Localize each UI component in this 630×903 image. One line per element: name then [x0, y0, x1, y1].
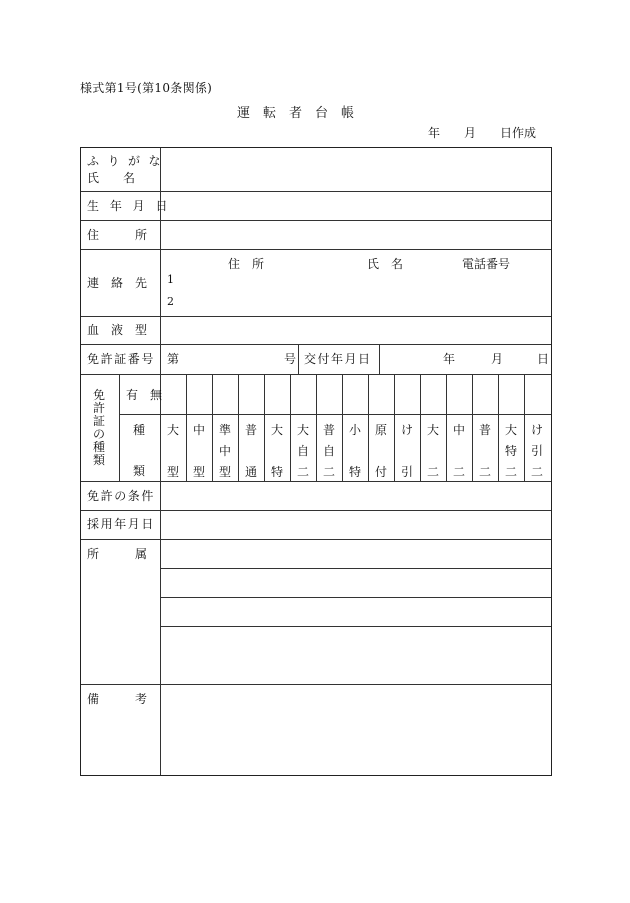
row-divider: [81, 539, 551, 540]
license-kind-char: [160, 444, 186, 465]
presence-label: 有 無: [126, 388, 163, 402]
license-kind-char: [264, 444, 290, 465]
license-kind-char: [472, 444, 498, 465]
license-kind-char: 通: [244, 465, 257, 479]
license-number-label: 免許証番号: [87, 352, 156, 366]
license-kind-char: [342, 444, 368, 465]
license-type-divider: [119, 374, 120, 481]
license-type-label: 免許証の種類: [92, 388, 105, 467]
license-kind-char: 二: [452, 465, 465, 479]
issue-month-label: 月: [491, 352, 504, 366]
hire-date-label: 採用年月日: [87, 517, 156, 531]
license-kind-char: 二: [504, 465, 517, 479]
row-divider: [119, 414, 551, 415]
license-kind-column: [264, 423, 290, 486]
contact-phone-header: 電話番号: [462, 257, 511, 271]
license-kind-char: 大: [296, 423, 309, 437]
license-conditions-label: 免許の条件: [87, 489, 156, 503]
row-divider: [81, 220, 551, 221]
license-kind-char: 大: [270, 423, 283, 437]
license-kind-column: [186, 423, 212, 486]
license-kind-char: 中: [452, 423, 465, 437]
license-kind-char: 二: [296, 465, 309, 479]
license-kind-char: 大: [426, 423, 439, 437]
license-kind-char: 二: [426, 465, 439, 479]
form-number-label: 様式第1号(第10条関係): [80, 81, 213, 95]
license-kind-char: 普: [322, 423, 335, 437]
issue-date-label: 交付年月日: [304, 352, 372, 366]
license-kind-char: 型: [166, 465, 179, 479]
kind-label-top: 種: [133, 423, 146, 437]
license-kind-char: [368, 444, 394, 465]
license-kind-char: 普: [244, 423, 257, 437]
license-kind-column: [446, 423, 472, 486]
driver-register-form: [80, 147, 552, 776]
license-kind-column: [316, 423, 342, 486]
license-kind-char: 二: [322, 465, 335, 479]
license-kind-column: [394, 423, 420, 486]
issue-year-label: 年: [443, 352, 456, 366]
license-kind-column: [342, 423, 368, 486]
license-kind-char: [446, 444, 472, 465]
license-kind-column: [290, 423, 316, 486]
license-kind-char: 原: [374, 423, 387, 437]
license-kind-char: 準: [218, 423, 231, 437]
column-divider: [379, 344, 380, 374]
license-kind-char: 小: [348, 423, 361, 437]
kind-label-bottom: 類: [133, 464, 146, 478]
contact-entry-number: 2: [167, 295, 174, 308]
license-kind-char: 大: [504, 423, 517, 437]
license-kind-char: [420, 444, 446, 465]
license-kind-char: 付: [374, 465, 387, 479]
license-kind-char: [394, 444, 420, 465]
license-kind-column: [498, 423, 524, 486]
license-kind-char: け: [400, 423, 413, 437]
row-divider: [81, 191, 551, 192]
page-title: 運 転 者 台 帳: [237, 106, 355, 121]
row-divider: [81, 249, 551, 250]
license-kind-char: け: [530, 423, 543, 437]
contact-entry-number: 1: [167, 273, 174, 286]
created-year-label: 年: [428, 126, 441, 140]
row-divider: [160, 597, 551, 598]
row-divider: [81, 684, 551, 685]
remarks-label: 備 考: [87, 692, 148, 706]
contact-label: 連 絡 先: [87, 276, 148, 290]
created-day-label: 日作成: [500, 126, 537, 140]
license-kind-char: 型: [192, 465, 205, 479]
license-kind-char: 中: [192, 423, 205, 437]
license-number-suffix: 号: [284, 352, 297, 366]
license-kind-column: [420, 423, 446, 486]
created-month-label: 月: [464, 126, 477, 140]
column-divider: [298, 344, 299, 374]
license-kind-char: 自: [296, 444, 309, 458]
row-divider: [160, 626, 551, 627]
license-kind-char: 二: [478, 465, 491, 479]
license-kind-char: 型: [218, 465, 231, 479]
license-kind-char: 自: [322, 444, 335, 458]
row-divider: [81, 344, 551, 345]
license-kind-column: [368, 423, 394, 486]
issue-day-label: 日: [537, 352, 550, 366]
license-kind-char: 引: [530, 444, 543, 458]
contact-address-header: 住 所: [228, 257, 265, 271]
license-kind-column: [160, 423, 186, 486]
license-kind-char: 特: [270, 465, 283, 479]
license-kind-column: [212, 423, 238, 486]
license-number-prefix: 第: [167, 352, 180, 366]
affiliation-label: 所 属: [87, 547, 148, 561]
furigana-label: ふりがな: [87, 154, 170, 168]
row-divider: [81, 316, 551, 317]
license-kind-char: [238, 444, 264, 465]
contact-name-header: 氏 名: [367, 257, 404, 271]
row-divider: [160, 568, 551, 569]
birthdate-label: 生 年 月 日: [87, 199, 171, 213]
license-kind-column: [472, 423, 498, 486]
license-kind-char: 引: [400, 465, 413, 479]
blood-type-label: 血 液 型: [87, 323, 148, 337]
name-label: 氏 名: [87, 171, 136, 185]
license-kind-char: [186, 444, 212, 465]
license-kind-char: 特: [504, 444, 517, 458]
license-kind-char: 大: [166, 423, 179, 437]
license-kind-char: 特: [348, 465, 361, 479]
license-kind-char: 二: [530, 465, 543, 479]
row-divider: [81, 510, 551, 511]
license-kind-char: 普: [478, 423, 491, 437]
license-kind-column: [238, 423, 264, 486]
license-kind-char: 中: [218, 444, 231, 458]
address-label: 住 所: [87, 228, 148, 242]
license-kind-column: [524, 423, 550, 486]
